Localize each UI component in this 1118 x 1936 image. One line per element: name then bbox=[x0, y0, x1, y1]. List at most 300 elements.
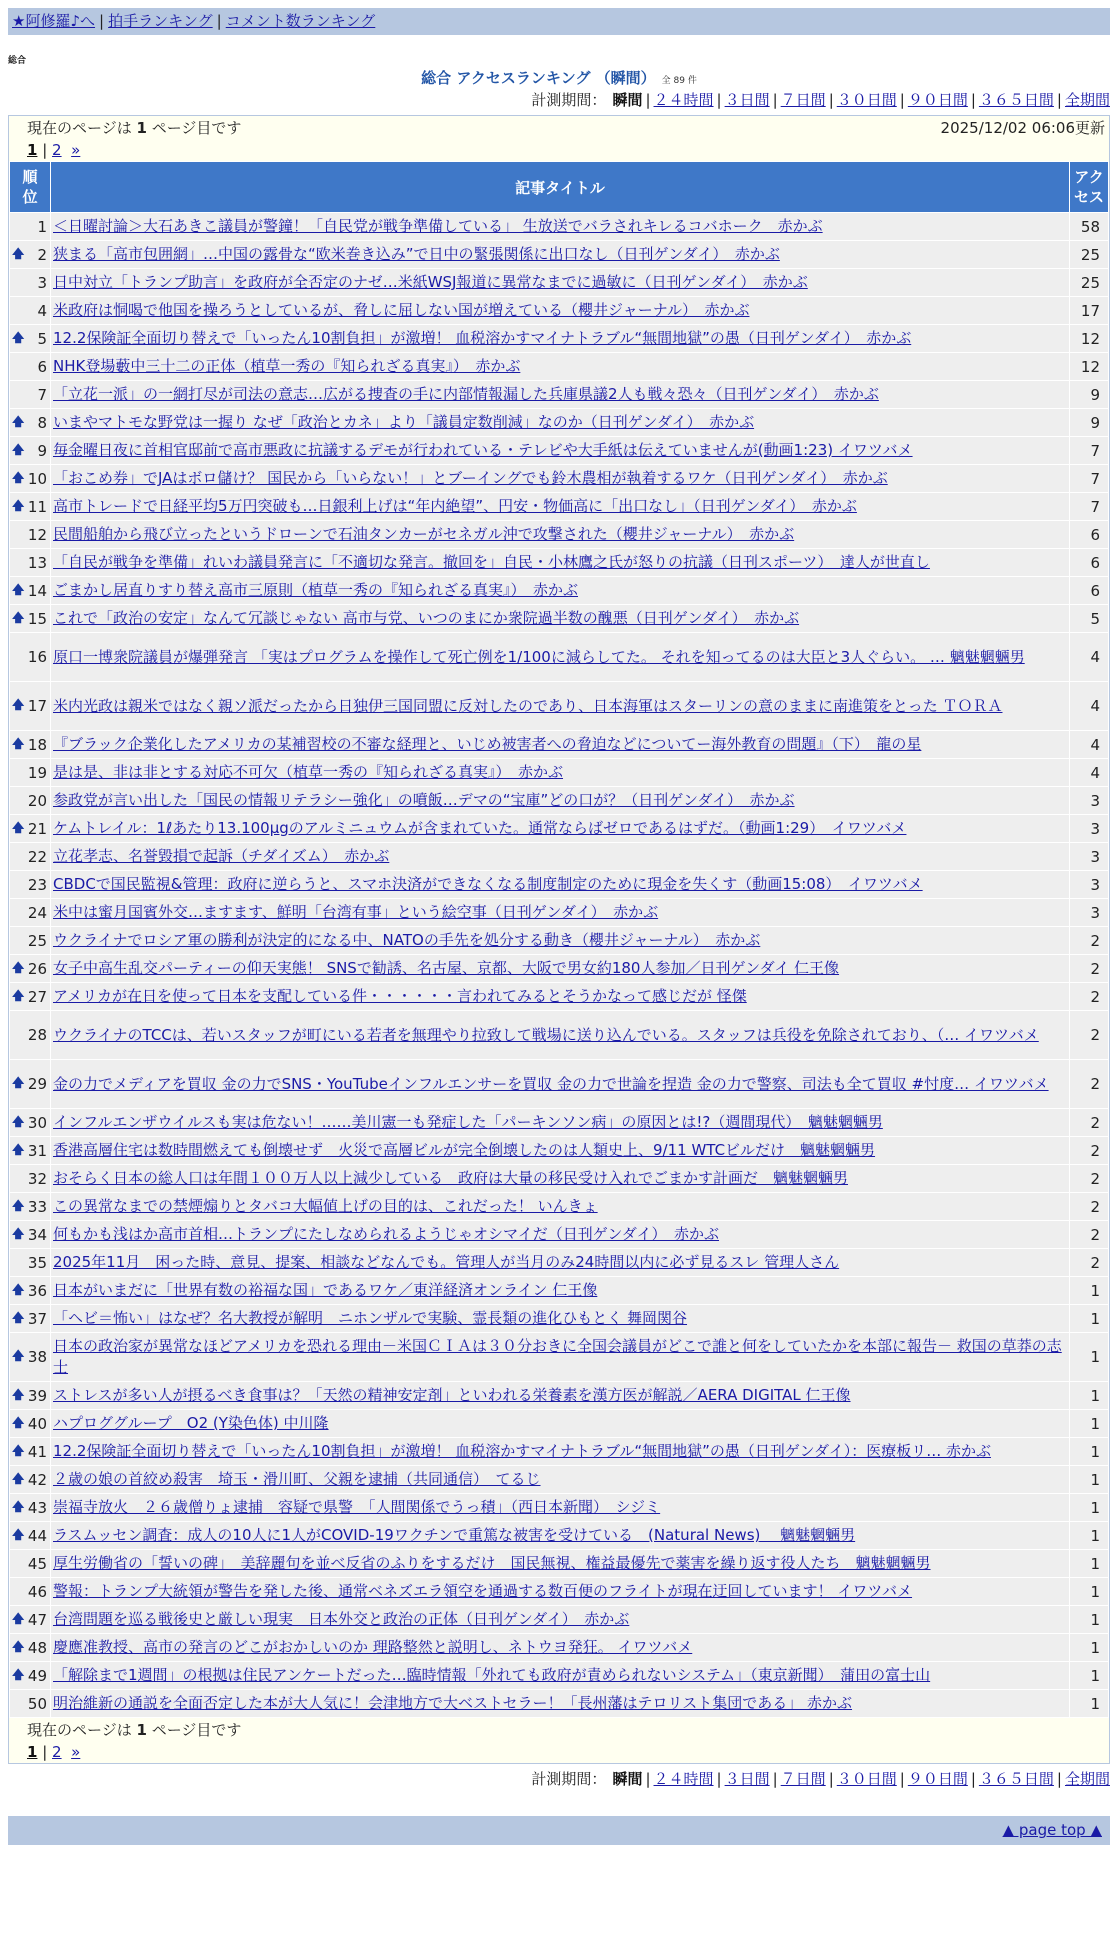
article-link[interactable]: インフルエンザウイルスも実は危ない！……美川憲一も発症した「パーキンソン病」の原因とは!?（週間現代） 魑魅魍魎男 bbox=[53, 1113, 883, 1131]
table-row bbox=[10, 1578, 1109, 1606]
up-arrow-icon: 🡅 bbox=[12, 414, 25, 428]
rank-cell bbox=[10, 1606, 51, 1634]
category-label: 総合 bbox=[8, 56, 27, 66]
article-link[interactable]: ハプロググループ O2 (Y染色体) 中川隆 bbox=[53, 1414, 329, 1432]
pager-page-2[interactable]: 2 bbox=[52, 141, 62, 159]
access-count: 12 bbox=[1070, 353, 1109, 381]
rank-cell bbox=[10, 1466, 51, 1494]
rank-number: 11 bbox=[27, 497, 47, 516]
rank-number: 13 bbox=[27, 553, 47, 572]
access-count: 1 bbox=[1070, 1634, 1109, 1662]
title-cell bbox=[51, 1578, 1070, 1606]
rank-number: 6 bbox=[37, 357, 47, 376]
up-arrow-icon: 🡅 bbox=[12, 610, 25, 624]
title-cell bbox=[51, 843, 1070, 871]
period-link-3d[interactable]: ３日間 bbox=[724, 91, 770, 109]
rank-cell bbox=[10, 353, 51, 381]
article-link[interactable]: 何もかも浅はか高市首相…トランプにたしなめられるようじゃオシマイだ（日刊ゲンダイ） 赤かぶ bbox=[53, 1225, 720, 1243]
access-count: 1 bbox=[1070, 1690, 1109, 1718]
table-row bbox=[10, 731, 1109, 759]
access-count: 2 bbox=[1070, 1011, 1109, 1060]
rank-cell bbox=[10, 1578, 51, 1606]
table-row bbox=[10, 1193, 1109, 1221]
access-count: 6 bbox=[1070, 549, 1109, 577]
article-link[interactable]: 立花孝志、名誉毀損で起訴（チダイズム） 赤かぶ bbox=[53, 847, 390, 865]
up-arrow-icon: 🡅 bbox=[12, 1527, 25, 1541]
title-cell bbox=[51, 1333, 1070, 1382]
up-arrow-icon: 🡅 bbox=[12, 1310, 25, 1324]
access-count: 12 bbox=[1070, 325, 1109, 353]
title-cell bbox=[51, 1382, 1070, 1410]
up-arrow-icon: 🡅 bbox=[12, 1443, 25, 1457]
rank-cell bbox=[10, 1438, 51, 1466]
rank-cell bbox=[10, 759, 51, 787]
rank-number: 10 bbox=[27, 469, 47, 488]
title-cell bbox=[51, 633, 1070, 682]
table-row bbox=[10, 1221, 1109, 1249]
rank-cell bbox=[10, 955, 51, 983]
access-count: 1 bbox=[1070, 1277, 1109, 1305]
title-cell bbox=[51, 1522, 1070, 1550]
table-row bbox=[10, 871, 1109, 899]
title-cell bbox=[51, 1249, 1070, 1277]
article-link[interactable]: ＜日曜討論＞大石あきこ議員が警鐘！「自民党が戦争準備している」 生放送でバラされキレるコバホーク 赤かぶ bbox=[53, 217, 823, 235]
title-cell bbox=[51, 731, 1070, 759]
rank-cell bbox=[10, 1249, 51, 1277]
access-count: 2 bbox=[1070, 1137, 1109, 1165]
article-link[interactable]: 日本がいまだに「世界有数の裕福な国」であるワケ／東洋経済オンライン 仁王像 bbox=[53, 1281, 598, 1299]
title-cell bbox=[51, 1690, 1070, 1718]
rank-cell bbox=[10, 213, 51, 241]
pager-current-page: 1 bbox=[27, 141, 38, 159]
rank-cell bbox=[10, 1333, 51, 1382]
article-link[interactable]: 民間船舶から飛び立ったというドローンで石油タンカーがセネガル沖で攻撃された（櫻井ジャーナル） 赤かぶ bbox=[53, 525, 795, 543]
nav-link-applause-ranking[interactable]: 拍手ランキング bbox=[108, 12, 213, 30]
table-row bbox=[10, 983, 1109, 1011]
title-cell bbox=[51, 1466, 1070, 1494]
pager-page-2[interactable]: 2 bbox=[52, 1743, 62, 1761]
up-arrow-icon: 🡅 bbox=[12, 1611, 25, 1625]
access-count: 2 bbox=[1070, 983, 1109, 1011]
table-row bbox=[10, 787, 1109, 815]
access-count: 1 bbox=[1070, 1494, 1109, 1522]
title-cell bbox=[51, 297, 1070, 325]
rank-number: 42 bbox=[27, 1470, 47, 1489]
access-count: 1 bbox=[1070, 1382, 1109, 1410]
pager-current-page: 1 bbox=[27, 1743, 38, 1761]
rank-cell bbox=[10, 983, 51, 1011]
nav-separator: | bbox=[216, 12, 222, 30]
table-row bbox=[10, 759, 1109, 787]
article-link[interactable]: 狭まる「高市包囲網」…中国の露骨な“欧米巻き込み”で日中の緊張関係に出口なし（日刊ゲンダイ） 赤かぶ bbox=[53, 245, 780, 263]
article-link[interactable]: 日本の政治家が異常なほどアメリカを恐れる理由－米国ＣＩＡは３０分おきに全国会議員がどこで誰と何をしていたかを本部に報告－ 救国の草莽の志士 bbox=[53, 1337, 1062, 1376]
title-cell bbox=[51, 1494, 1070, 1522]
title-cell bbox=[51, 269, 1070, 297]
title-cell bbox=[51, 983, 1070, 1011]
rank-cell bbox=[10, 1109, 51, 1137]
table-row bbox=[10, 605, 1109, 633]
rank-number: 36 bbox=[27, 1281, 47, 1300]
article-link[interactable]: 『ブラック企業化したアメリカの某補習校の不審な経理と、いじめ被害者への脅迫などについてー海外教育の問題』（下） 龍の星 bbox=[53, 735, 922, 753]
rank-cell bbox=[10, 1550, 51, 1578]
up-arrow-icon: 🡅 bbox=[12, 1415, 25, 1429]
table-row bbox=[10, 1277, 1109, 1305]
rank-number: 19 bbox=[27, 763, 47, 782]
period-link-30d[interactable]: ３０日間 bbox=[836, 91, 897, 109]
rank-cell bbox=[10, 927, 51, 955]
period-label: 計測期間： bbox=[531, 91, 607, 109]
rank-cell bbox=[10, 297, 51, 325]
table-row bbox=[10, 633, 1109, 682]
title-cell bbox=[51, 682, 1070, 731]
table-row bbox=[10, 297, 1109, 325]
rank-number: 45 bbox=[27, 1554, 47, 1573]
title-cell bbox=[51, 787, 1070, 815]
rank-cell bbox=[10, 577, 51, 605]
article-link[interactable]: NHK登場藪中三十二の正体（植草一秀の『知られざる真実』） 赤かぶ bbox=[53, 357, 521, 375]
table-row bbox=[10, 927, 1109, 955]
period-link-7d[interactable]: ７日間 bbox=[780, 91, 826, 109]
access-count: 4 bbox=[1070, 731, 1109, 759]
article-link[interactable]: 米中は蜜月国賓外交…ますます、鮮明「台湾有事」という絵空事（日刊ゲンダイ） 赤かぶ bbox=[53, 903, 659, 921]
table-row bbox=[10, 1522, 1109, 1550]
up-arrow-icon: 🡅 bbox=[12, 1348, 25, 1363]
article-link[interactable]: 原口一博衆院議員が爆弾発言 「実はプログラムを操作して死亡例を1/100に減らしてた。 それを知ってるのは大臣と3人ぐらい。 … 魑魅魍魎男 bbox=[53, 647, 1025, 666]
access-count: 2 bbox=[1070, 927, 1109, 955]
period-link-365d[interactable]: ３６５日間 bbox=[978, 91, 1054, 109]
rank-cell bbox=[10, 521, 51, 549]
up-arrow-icon: 🡅 bbox=[12, 1639, 25, 1653]
rank-cell bbox=[10, 731, 51, 759]
pager-next[interactable]: » bbox=[71, 141, 81, 159]
article-link[interactable]: アメリカが在日を使って日本を支配している件・・・・・・言われてみるとそうかなって感じだが 怪傑 bbox=[53, 987, 747, 1005]
up-arrow-icon: 🡅 bbox=[12, 1142, 25, 1156]
article-link[interactable]: 女子中高生乱交パーティーの仰天実態！ SNSで勧誘、名古屋、京都、大阪で男女約180人参加／日刊ゲンダイ 仁王像 bbox=[53, 959, 840, 977]
period-label: 計測期間： bbox=[531, 1770, 607, 1788]
ranking-rows bbox=[10, 213, 1109, 1718]
up-arrow-icon: 🡅 bbox=[12, 442, 25, 456]
access-count: 1 bbox=[1070, 1606, 1109, 1634]
access-count: 1 bbox=[1070, 1410, 1109, 1438]
header-title: 記事タイトル bbox=[51, 162, 1070, 213]
title-cell bbox=[51, 409, 1070, 437]
period-link-7d[interactable]: ７日間 bbox=[780, 1770, 826, 1788]
rank-number: 20 bbox=[27, 791, 47, 810]
access-count: 2 bbox=[1070, 955, 1109, 983]
table-row bbox=[10, 1634, 1109, 1662]
rank-number: 8 bbox=[37, 413, 47, 432]
article-link[interactable]: ごまかし居直りすり替え高市三原則（植草一秀の『知られざる真実』） 赤かぶ bbox=[53, 581, 579, 599]
table-row bbox=[10, 381, 1109, 409]
bottom-bar bbox=[8, 1816, 1110, 1845]
table-row bbox=[10, 1249, 1109, 1277]
up-arrow-icon: 🡅 bbox=[12, 960, 25, 974]
period-current: 瞬間 bbox=[612, 91, 643, 109]
period-link-90d[interactable]: ９０日間 bbox=[907, 91, 968, 109]
rank-cell bbox=[10, 815, 51, 843]
up-arrow-icon: 🡅 bbox=[12, 820, 25, 834]
current-page-text: 現在のページは 1 ページ目です bbox=[27, 1721, 242, 1739]
article-link[interactable]: 「解除まで1週間」の根拠は住民アンケートだった…臨時情報「外れても政府が責められないシステム」（東京新聞） 蒲田の富士山 bbox=[53, 1666, 931, 1684]
table-row bbox=[10, 409, 1109, 437]
article-link[interactable]: 金の力でメディアを買収 金の力でSNS・YouTubeインフルエンサーを買収 金の力で世論を捏造 金の力で警察、司法も全て買収 #忖度… イワツバメ bbox=[53, 1074, 1049, 1093]
rank-number: 34 bbox=[27, 1225, 47, 1244]
rank-cell bbox=[10, 605, 51, 633]
period-link-24h[interactable]: ２４時間 bbox=[653, 91, 714, 109]
title-cell bbox=[51, 1011, 1070, 1060]
article-link[interactable]: 日中対立「トランプ助言」を政府が全否定のナゼ…米紙WSJ報道に異常なまでに過敏に（日刊ゲンダイ） 赤かぶ bbox=[53, 273, 808, 291]
article-link[interactable]: 香港高層住宅は数時間燃えても倒壊せず 火災で高層ビルが完全倒壊したのは人類史上、9/11 WTCビルだけ 魑魅魍魎男 bbox=[53, 1141, 876, 1159]
rank-cell bbox=[10, 1277, 51, 1305]
article-link[interactable]: CBDCで国民監視&管理：政府に逆らうと、スマホ決済ができなくなる制度制定のために現金を失くす（動画15:08） イワツバメ bbox=[53, 875, 923, 893]
rank-cell bbox=[10, 843, 51, 871]
article-link[interactable]: 参政党が言い出した「国民の情報リテラシー強化」の噴飯…デマの“宝庫”どの口が？（日刊ゲンダイ） 赤かぶ bbox=[53, 791, 795, 809]
article-link[interactable]: ラスムッセン調査：成人の10人に1人がCOVID-19ワクチンで重篤な被害を受けている (Natural News) 魑魅魍魎男 bbox=[53, 1526, 856, 1544]
article-link[interactable]: 米内光政は親米ではなく親ソ派だったから日独伊三国同盟に反対したのであり、日本海軍はスターリンの意のままに南進策をとった ＴＯＲＡ bbox=[53, 696, 1003, 715]
rank-cell bbox=[10, 899, 51, 927]
table-row bbox=[10, 815, 1109, 843]
pager-next[interactable]: » bbox=[71, 1743, 81, 1761]
table-row bbox=[10, 1382, 1109, 1410]
article-link[interactable]: 明治維新の通説を全面否定した本が大人気に！会津地方で大ベストセラー！「長州藩はテロリスト集団である」 赤かぶ bbox=[53, 1694, 853, 1712]
title-cell bbox=[51, 241, 1070, 269]
article-link[interactable]: ストレスが多い人が摂るべき食事は？「天然の精神安定剤」といわれる栄養素を漢方医が解説／AERA DIGITAL 仁王像 bbox=[53, 1386, 851, 1404]
rank-number: 50 bbox=[27, 1694, 47, 1713]
rank-number: 3 bbox=[37, 273, 47, 292]
article-link[interactable]: ケムトレイル：1ℓあたり13.100μgのアルミニュウムが含まれていた。通常ならばゼロであるはずだ。（動画1:29） イワツバメ bbox=[53, 819, 907, 837]
up-arrow-icon: 🡅 bbox=[12, 1075, 25, 1090]
page-info-bottom bbox=[9, 1718, 1109, 1741]
article-link[interactable]: 「おこめ券」でJAはボロ儲け？ 国民から「いらない！」とブーイングでも鈴木農相が執着するワケ（日刊ゲンダイ） 赤かぶ bbox=[53, 469, 888, 487]
article-link[interactable]: おそらく日本の総人口は年間１００万人以上減少している 政府は大量の移民受け入れでごまかす計画だ 魑魅魍魎男 bbox=[53, 1169, 849, 1187]
title-cell bbox=[51, 871, 1070, 899]
rank-cell bbox=[10, 1522, 51, 1550]
access-count: 1 bbox=[1070, 1333, 1109, 1382]
rank-cell bbox=[10, 549, 51, 577]
table-row bbox=[10, 493, 1109, 521]
rank-number: 46 bbox=[27, 1582, 47, 1601]
rank-number: 23 bbox=[27, 875, 47, 894]
table-row bbox=[10, 1011, 1109, 1060]
table-row bbox=[10, 521, 1109, 549]
table-row bbox=[10, 437, 1109, 465]
nav-link-comment-ranking[interactable]: コメント数ランキング bbox=[225, 12, 376, 30]
rank-cell bbox=[10, 381, 51, 409]
article-link[interactable]: ウクライナのTCCは、若いスタッフが町にいる若者を無理やり拉致して戦場に送り込んでいる。スタッフは兵役を免除されており、（… イワツバメ bbox=[53, 1025, 1039, 1044]
rank-number: 24 bbox=[27, 903, 47, 922]
access-count: 17 bbox=[1070, 297, 1109, 325]
title-cell bbox=[51, 549, 1070, 577]
rank-cell bbox=[10, 269, 51, 297]
rank-cell bbox=[10, 1193, 51, 1221]
period-link-365d[interactable]: ３６５日間 bbox=[978, 1770, 1054, 1788]
rank-number: 25 bbox=[27, 931, 47, 950]
up-arrow-icon: 🡅 bbox=[12, 498, 25, 512]
rank-number: 7 bbox=[37, 385, 47, 404]
rank-number: 31 bbox=[27, 1141, 47, 1160]
title-cell bbox=[51, 381, 1070, 409]
title-cell bbox=[51, 493, 1070, 521]
title-cell bbox=[51, 899, 1070, 927]
period-link-all[interactable]: 全期間 bbox=[1064, 91, 1110, 109]
title-cell bbox=[51, 1165, 1070, 1193]
table-row bbox=[10, 353, 1109, 381]
rank-cell bbox=[10, 682, 51, 731]
article-link[interactable]: 崇福寺放火 ２６歳僧りょ逮捕 容疑で県警 「人間関係でうっ積」（西日本新聞） シジミ bbox=[53, 1498, 661, 1516]
rank-cell bbox=[10, 437, 51, 465]
title-cell bbox=[51, 577, 1070, 605]
table-row bbox=[10, 682, 1109, 731]
article-link[interactable]: ウクライナでロシア軍の勝利が決定的になる中、NATOの手先を処分する動き（櫻井ジャーナル） 赤かぶ bbox=[53, 931, 761, 949]
access-count: 5 bbox=[1070, 605, 1109, 633]
article-link[interactable]: 米政府は恫喝で他国を操ろうとしているが、脅しに屈しない国が増えている（櫻井ジャーナル） 赤かぶ bbox=[53, 301, 750, 319]
access-count: 25 bbox=[1070, 241, 1109, 269]
title-cell bbox=[51, 465, 1070, 493]
up-arrow-icon: 🡅 bbox=[12, 1282, 25, 1296]
title-cell bbox=[51, 437, 1070, 465]
title-cell bbox=[51, 1606, 1070, 1634]
title-cell bbox=[51, 1305, 1070, 1333]
table-row bbox=[10, 1438, 1109, 1466]
table-row bbox=[10, 549, 1109, 577]
rank-number: 39 bbox=[27, 1386, 47, 1405]
article-link[interactable]: 慶應准教授、高市の発言のどこがおかしいのか 理路整然と説明し、ネトウヨ発狂。 イワツバメ bbox=[53, 1638, 693, 1656]
rank-cell bbox=[10, 1410, 51, 1438]
rank-cell bbox=[10, 1221, 51, 1249]
access-count: 3 bbox=[1070, 871, 1109, 899]
up-arrow-icon: 🡅 bbox=[12, 1667, 25, 1681]
rank-number: 27 bbox=[27, 987, 47, 1006]
rank-cell bbox=[10, 1305, 51, 1333]
article-link[interactable]: 「立花一派」の一網打尽が司法の意志…広がる捜査の手に内部情報漏した兵庫県議2人も戦々恐々（日刊ゲンダイ） 赤かぶ bbox=[53, 385, 879, 403]
table-row bbox=[10, 1165, 1109, 1193]
up-arrow-icon: 🡅 bbox=[12, 1114, 25, 1128]
access-count: 6 bbox=[1070, 577, 1109, 605]
table-row bbox=[10, 1109, 1109, 1137]
article-link[interactable]: 2025年11月 困った時、意見、提案、相談などなんでも。管理人が当月のみ24時間以内に必ず見るスレ 管理人さん bbox=[53, 1253, 840, 1271]
rank-number: 14 bbox=[27, 581, 47, 600]
article-link[interactable]: 高市トレードで日経平均5万円突破も…日銀利上げは“年内絶望”、円安・物価高に「出口なし」（日刊ゲンダイ） 赤かぶ bbox=[53, 497, 857, 515]
period-link-all[interactable]: 全期間 bbox=[1064, 1770, 1110, 1788]
rank-cell bbox=[10, 1634, 51, 1662]
rank-number: 35 bbox=[27, 1253, 47, 1272]
title-cell bbox=[51, 213, 1070, 241]
rank-number: 4 bbox=[37, 301, 47, 320]
access-count: 2 bbox=[1070, 1060, 1109, 1109]
period-link-24h[interactable]: ２４時間 bbox=[653, 1770, 714, 1788]
page-top-link[interactable]: ▲ page top ▲ bbox=[1002, 1821, 1102, 1839]
article-link[interactable]: 毎金曜日夜に首相官邸前で高市悪政に抗議するデモが行われている・テレビや大手紙は伝えていませんが(動画1:23) イワツバメ bbox=[53, 441, 913, 459]
access-count: 3 bbox=[1070, 787, 1109, 815]
title-cell bbox=[51, 1109, 1070, 1137]
article-link[interactable]: いまやマトモな野党は一握り なぜ「政治とカネ」より「議員定数削減」なのか（日刊ゲンダイ） 赤かぶ bbox=[53, 413, 755, 431]
access-count: 1 bbox=[1070, 1305, 1109, 1333]
table-row bbox=[10, 1494, 1109, 1522]
up-arrow-icon: 🡅 bbox=[12, 1198, 25, 1212]
access-count: 4 bbox=[1070, 682, 1109, 731]
table-row bbox=[10, 241, 1109, 269]
access-count: 1 bbox=[1070, 1522, 1109, 1550]
title-cell bbox=[51, 815, 1070, 843]
nav-separator: | bbox=[99, 12, 105, 30]
rank-number: 40 bbox=[27, 1414, 47, 1433]
access-count: 2 bbox=[1070, 1221, 1109, 1249]
access-count: 6 bbox=[1070, 521, 1109, 549]
header-count: アクセス bbox=[1070, 162, 1109, 213]
access-count: 1 bbox=[1070, 1438, 1109, 1466]
title-cell bbox=[51, 1193, 1070, 1221]
rank-number: 30 bbox=[27, 1113, 47, 1132]
article-link[interactable]: 警報：トランプ大統領が警告を発した後、通常ベネズエラ領空を通過する数百便のフライトが現在迂回しています！ イワツバメ bbox=[53, 1582, 913, 1600]
up-arrow-icon: 🡅 bbox=[12, 1226, 25, 1240]
rank-cell bbox=[10, 1382, 51, 1410]
rank-cell bbox=[10, 241, 51, 269]
article-link[interactable]: 是は是、非は非とする対応不可欠（植草一秀の『知られざる真実』） 赤かぶ bbox=[53, 763, 564, 781]
pager-top: 1 | 2 » bbox=[27, 141, 81, 159]
article-link[interactable]: 12.2保険証全面切り替えで「いったん10割負担」が激増！ 血税溶かすマイナトラブル“無間地獄”の愚（日刊ゲンダイ） 赤かぶ bbox=[53, 329, 912, 347]
title-cell bbox=[51, 521, 1070, 549]
up-arrow-icon: 🡅 bbox=[12, 1471, 25, 1485]
period-link-3d[interactable]: ３日間 bbox=[724, 1770, 770, 1788]
article-link[interactable]: 台湾問題を巡る戦後史と厳しい現実 日本外交と政治の正体（日刊ゲンダイ） 赤かぶ bbox=[53, 1610, 630, 1628]
up-arrow-icon: 🡅 bbox=[12, 736, 25, 750]
rank-number: 38 bbox=[27, 1348, 47, 1366]
table-row bbox=[10, 1550, 1109, 1578]
rank-cell bbox=[10, 871, 51, 899]
title-cell bbox=[51, 1550, 1070, 1578]
rank-cell bbox=[10, 1137, 51, 1165]
table-row bbox=[10, 1305, 1109, 1333]
total-count: 全 89 件 bbox=[661, 76, 697, 86]
current-page-text: 現在のページは 1 ページ目です bbox=[27, 119, 242, 137]
title-cell bbox=[51, 1137, 1070, 1165]
period-link-90d[interactable]: ９０日間 bbox=[907, 1770, 968, 1788]
rank-number: 29 bbox=[27, 1075, 47, 1093]
table-row bbox=[10, 577, 1109, 605]
period-link-30d[interactable]: ３０日間 bbox=[836, 1770, 897, 1788]
rank-cell bbox=[10, 493, 51, 521]
rank-number: 21 bbox=[27, 819, 47, 838]
article-link[interactable]: これで「政治の安定」なんて冗談じゃない 高市与党、いつのまにか衆院過半数の醜悪（日刊ゲンダイ） 赤かぶ bbox=[53, 609, 800, 627]
table-row bbox=[10, 1137, 1109, 1165]
article-link[interactable]: この異常なまでの禁煙煽りとタバコ大幅値上げの目的は、これだった！ いんきょ bbox=[53, 1197, 598, 1215]
rank-number: 26 bbox=[27, 959, 47, 978]
rank-number: 16 bbox=[27, 648, 47, 666]
title-cell bbox=[51, 955, 1070, 983]
rank-number: 32 bbox=[27, 1169, 47, 1188]
rank-number: 1 bbox=[37, 217, 47, 236]
title-cell bbox=[51, 1662, 1070, 1690]
rank-cell bbox=[10, 1690, 51, 1718]
title-cell bbox=[51, 1410, 1070, 1438]
article-link[interactable]: 「ヘビ＝怖い」はなぜ？名大教授が解明 ニホンザルで実験、霊長類の進化ひもとく 舞岡関谷 bbox=[53, 1309, 688, 1327]
nav-link-asyura[interactable]: ★阿修羅♪へ bbox=[12, 12, 96, 30]
access-count: 7 bbox=[1070, 437, 1109, 465]
rank-cell bbox=[10, 787, 51, 815]
rank-cell bbox=[10, 1662, 51, 1690]
table-row bbox=[10, 1410, 1109, 1438]
article-link[interactable]: 12.2保険証全面切り替えで「いったん10割負担」が激増！ 血税溶かすマイナトラブル“無間地獄”の愚（日刊ゲンダイ）：医療板リ… 赤かぶ bbox=[53, 1442, 991, 1460]
period-selector-top: 計測期間： 瞬間 | ２４時間 | ３日間 | ７日間 | ３０日間 | ９０日間 | ３６５日間 | 全期間 bbox=[531, 91, 1110, 109]
article-link[interactable]: 厚生労働省の「誓いの碑」 美辞麗句を並べ反省のふりをするだけ 国民無視、権益最優先で薬害を繰り返す役人たち 魑魅魍魎男 bbox=[53, 1554, 931, 1572]
title-cell bbox=[51, 1060, 1070, 1109]
title-cell bbox=[51, 605, 1070, 633]
article-link[interactable]: ２歳の娘の首絞め殺害 埼玉・滑川町、父親を逮捕（共同通信） てるじ bbox=[53, 1470, 541, 1488]
article-link[interactable]: 「自民が戦争を準備」れいわ議員発言に「不適切な発言。撤回を」自民・小林鷹之氏が怒りの抗議（日刊スポーツ） 達人が世直し bbox=[53, 553, 930, 571]
access-count: 7 bbox=[1070, 493, 1109, 521]
access-count: 7 bbox=[1070, 465, 1109, 493]
access-count: 58 bbox=[1070, 213, 1109, 241]
